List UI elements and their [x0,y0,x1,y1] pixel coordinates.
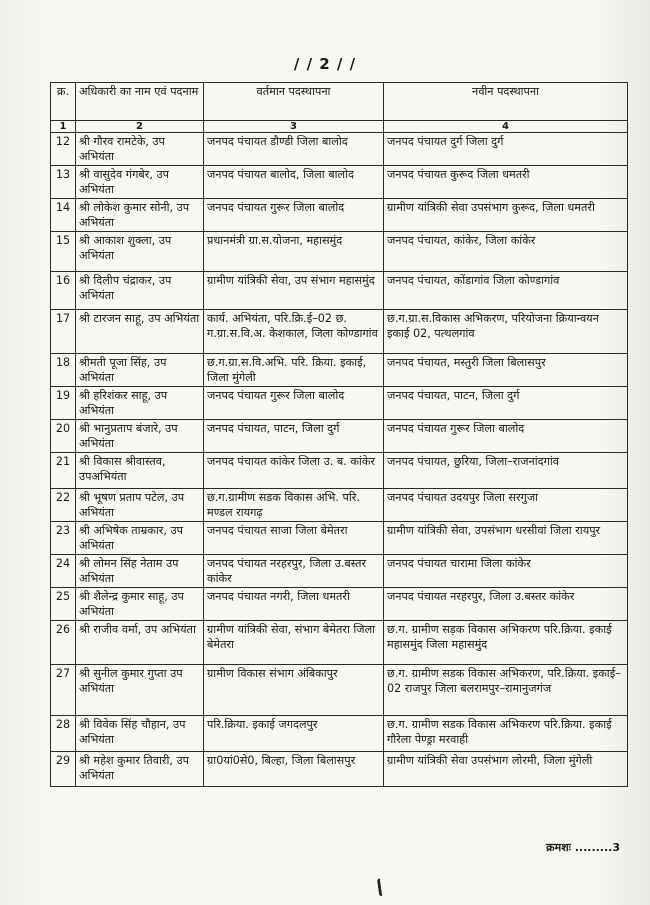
page-number: / / 2 / / [293,55,357,73]
officer-name: श्री गौरव रामटेके, उप अभियंता [76,133,204,166]
column-number: 1 [51,121,76,133]
current-posting: ग्रामीण यांत्रिकी सेवा, संभाग बेमेतरा जिला बेमेतरा [204,621,384,665]
new-posting: जनपद पंचायत, कांकेर, जिला कांकेर [384,232,628,272]
officer-name: श्री लोकेश कुमार सोनी, उप अभियंता [76,199,204,232]
current-posting: जनपद पंचायत गुरूर जिला बालोद [204,387,384,420]
officer-name: श्री भानुप्रताप बंजारे, उप अभियंता [76,420,204,453]
table-row [51,621,628,665]
new-posting: जनपद पंचायत, छुरिया, जिला–राजनांदगांव [384,453,628,489]
current-posting: जनपद पंचायत डौण्डी जिला बालोद [204,133,384,166]
table-row [51,133,628,166]
new-posting: जनपद पंचायत गुरूर जिला बालोद [384,420,628,453]
table-row [51,420,628,453]
column-number-row [51,121,628,133]
serial-number: 21 [51,453,76,489]
table-row [51,199,628,232]
current-posting: प्रधानमंत्री ग्रा.स.योजना, महासमुंद [204,232,384,272]
serial-number: 27 [51,665,76,716]
table-row [51,588,628,621]
officer-name: श्री शैलेन्द्र कुमार साहू, उप अभियंता [76,588,204,621]
officer-name: श्री राजीव वर्मा, उप अभियंता [76,621,204,665]
serial-number: 12 [51,133,76,166]
serial-number: 23 [51,522,76,555]
officer-name: श्री महेश कुमार तिवारी, उप अभियंता [76,752,204,787]
table-row [51,272,628,310]
table-row [51,489,628,522]
new-posting: छ.ग. ग्रामीण सड़क विकास अभिकरण परि.क्रिया. इकाई महासमुंद जिला महासमुंद [384,621,628,665]
table-row [51,453,628,489]
new-posting: ग्रामीण यांत्रिकी सेवा उपसंभाग कुरूद, जिला धमतरी [384,199,628,232]
column-number: 3 [204,121,384,133]
table-row [51,166,628,199]
current-posting: जनपद पंचायत बालोद, जिला बालोद [204,166,384,199]
pen-mark [377,877,388,896]
posting-table [50,82,628,787]
serial-number: 26 [51,621,76,665]
header-name: अधिकारी का नाम एवं पदनाम [76,83,204,121]
current-posting: ग्रा0यां0से0, बिल्हा, जिला बिलासपुर [204,752,384,787]
header-sno: क्र. [51,83,76,121]
new-posting: जनपद पंचायत कुरूद जिला धमतरी [384,166,628,199]
officer-name: श्री वासुदेव गंगबेर, उप अभियंता [76,166,204,199]
current-posting: ग्रामीण विकास संभाग अंबिकापुर [204,665,384,716]
table-row [51,752,628,787]
current-posting: जनपद पंचायत, पाटन, जिला दुर्ग [204,420,384,453]
new-posting: जनपद पंचायत, पाटन, जिला दुर्ग [384,387,628,420]
new-posting: जनपद पंचायत उदयपुर जिला सरगुजा [384,489,628,522]
table-row [51,555,628,588]
current-posting: छ.ग.ग्रामीण सडक विकास अभि. परि. मण्डल रायगढ़ [204,489,384,522]
new-posting: छ.ग. ग्रामीण सडक विकास अभिकरण, परि.क्रिया. इकाई–02 राजपुर जिला बलरामपुर–रामानुजगंज [384,665,628,716]
officer-name: श्री अभिषेक ताम्रकार, उप अभियंता [76,522,204,555]
new-posting: ग्रामीण यांत्रिकी सेवा, उपसंभाग धरसीवां जिला रायपुर [384,522,628,555]
officer-name: श्री लोमन सिंह नेताम उप अभियंता [76,555,204,588]
serial-number: 19 [51,387,76,420]
serial-number: 29 [51,752,76,787]
table-row [51,354,628,387]
header-new: नवीन पदस्थापना [384,83,628,121]
serial-number: 24 [51,555,76,588]
officer-name: श्री दिलीप चंद्राकर, उप अभियंता [76,272,204,310]
table-row [51,310,628,354]
table-row [51,232,628,272]
current-posting: जनपद पंचायत नगरी, जिला धमतरी [204,588,384,621]
serial-number: 17 [51,310,76,354]
continued-note: क्रमशः .........3 [546,841,620,854]
column-number: 2 [76,121,204,133]
new-posting: जनपद पंचायत चारामा जिला कांकेर [384,555,628,588]
new-posting: छ.ग.ग्रा.स.विकास अभिकरण, परियोजना क्रियान्वयन इकाई 02, पत्थलगांव [384,310,628,354]
serial-number: 14 [51,199,76,232]
current-posting: जनपद पंचायत कांकेर जिला उ. ब. कांकेर [204,453,384,489]
officer-name: श्री सुनील कुमार गुप्ता उप अभियंता [76,665,204,716]
officer-name: श्रीमती पूजा सिंह, उप अभियंता [76,354,204,387]
serial-number: 15 [51,232,76,272]
serial-number: 16 [51,272,76,310]
officer-name: श्री हरिशंकर साहू, उप अभियंता [76,387,204,420]
header-current: वर्तमान पदस्थापना [204,83,384,121]
officer-name: श्री टारजन साहू, उप अभियंता [76,310,204,354]
new-posting: जनपद पंचायत, मस्तुरी जिला बिलासपुर [384,354,628,387]
officer-name: श्री विवेक सिंह चौहान, उप अभियंता [76,716,204,752]
table-row [51,522,628,555]
table-header-row [51,83,628,121]
new-posting: जनपद पंचायत, कोंडागांव जिला कोण्डागांव [384,272,628,310]
current-posting: ग्रामीण यांत्रिकी सेवा, उप संभाग महासमुंद [204,272,384,310]
new-posting: ग्रामीण यांत्रिकी सेवा उपसंभाग लोरमी, जिला मुंगेली [384,752,628,787]
current-posting: जनपद पंचायत गुरूर जिला बालोद [204,199,384,232]
new-posting: जनपद पंचायत दुर्ग जिला दुर्ग [384,133,628,166]
column-number: 4 [384,121,628,133]
current-posting: परि.क्रिया. इकाई जगदलपुर [204,716,384,752]
serial-number: 22 [51,489,76,522]
serial-number: 20 [51,420,76,453]
serial-number: 13 [51,166,76,199]
current-posting: कार्य. अभियंता, परि.क्रि.ई–02 छ. ग.ग्रा.स.वि.अ. केशकाल, जिला कोण्डागांव [204,310,384,354]
serial-number: 28 [51,716,76,752]
current-posting: छ.ग.ग्रा.स.वि.अभि. परि. क्रिया. इकाई, जिला मुंगेली [204,354,384,387]
serial-number: 25 [51,588,76,621]
current-posting: जनपद पंचायत साजा जिला बेमेतरा [204,522,384,555]
officer-name: श्री आकाश शुक्ला, उप अभियंता [76,232,204,272]
table-row [51,387,628,420]
table-row [51,716,628,752]
table-row [51,665,628,716]
officer-name: श्री भूषण प्रताप पटेल, उप अभियंता [76,489,204,522]
new-posting: जनपद पंचायत नरहरपुर, जिला उ.बस्तर कांकेर [384,588,628,621]
current-posting: जनपद पंचायत नरहरपुर, जिला उ.बस्तर कांकेर [204,555,384,588]
officer-name: श्री विकास श्रीवास्तव, उपअभियंता [76,453,204,489]
serial-number: 18 [51,354,76,387]
new-posting: छ.ग. ग्रामीण सडक विकास अभिकरण परि.क्रिया. इकाई गौरेला पेण्ड्रा मरवाही [384,716,628,752]
